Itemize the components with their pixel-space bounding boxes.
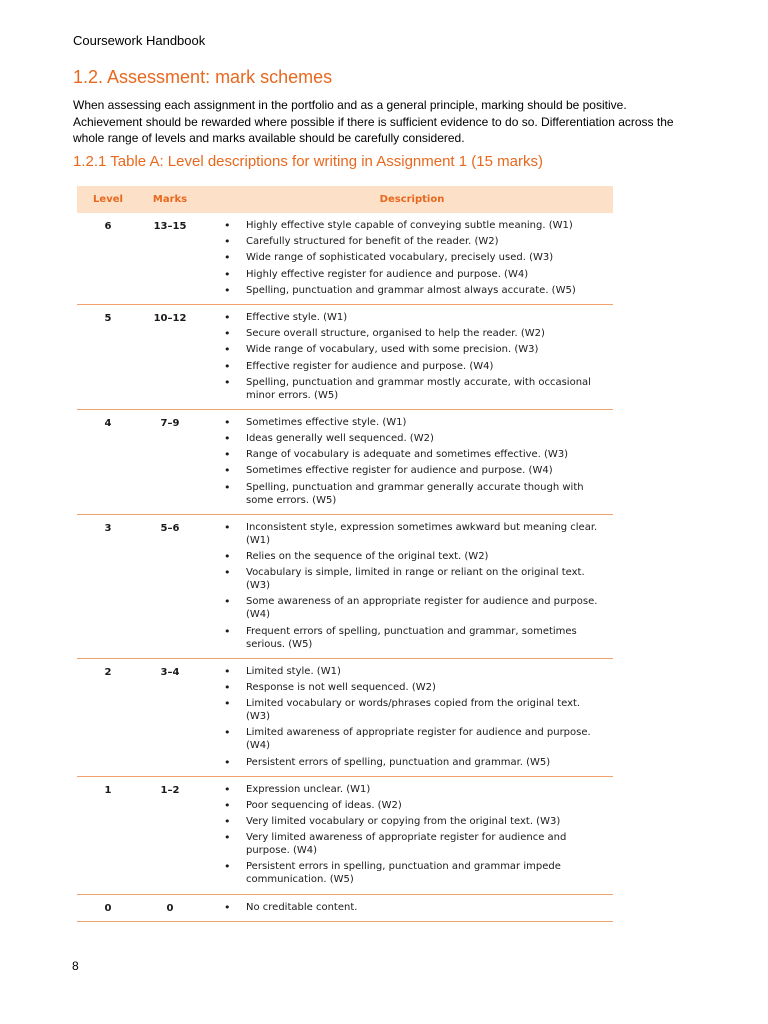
marks-cell: 1–2	[139, 776, 201, 894]
table-row	[77, 776, 613, 894]
description-list	[202, 783, 612, 887]
level-cell: 1	[77, 776, 139, 894]
table-row	[77, 409, 613, 514]
marks-cell: 3–4	[139, 658, 201, 776]
level-column-header: Level	[77, 186, 139, 213]
intro-paragraph: When assessing each assignment in the portfolio and as a general principle, marking should be positive. Achievement should be rewarded where possible if there is sufficient evidence to do so. Differentiation across the whole range of levels and marks available should be carefully considered.	[73, 98, 674, 145]
marks-cell: 10–12	[139, 304, 201, 409]
description-item: • Wide range of sophisticated vocabulary, precisely used. (W3)	[226, 251, 598, 264]
description-item: • Persistent errors in spelling, punctuation and grammar impede communication. (W5)	[226, 860, 598, 886]
description-item: • Inconsistent style, expression sometimes awkward but meaning clear. (W1)	[226, 521, 598, 547]
table-row	[77, 894, 613, 921]
description-item: • Limited awareness of appropriate register for audience and purpose. (W4)	[226, 726, 598, 752]
description-item: • Sometimes effective register for audience and purpose. (W4)	[226, 464, 598, 477]
description-cell	[201, 213, 613, 304]
description-item: • Limited vocabulary or words/phrases copied from the original text. (W3)	[226, 697, 598, 723]
level-cell: 2	[77, 658, 139, 776]
marks-cell: 5–6	[139, 514, 201, 658]
page-header: Coursework Handbook	[73, 33, 206, 48]
description-item: • Poor sequencing of ideas. (W2)	[226, 799, 598, 812]
description-item: • Response is not well sequenced. (W2)	[226, 681, 598, 694]
description-list	[202, 219, 612, 297]
marks-cell: 13–15	[139, 213, 201, 304]
level-cell: 6	[77, 213, 139, 304]
description-cell	[201, 514, 613, 658]
description-column-header: Description	[201, 186, 613, 213]
description-item: • Some awareness of an appropriate register for audience and purpose. (W4)	[226, 595, 598, 621]
description-item: • Carefully structured for benefit of the reader. (W2)	[226, 235, 598, 248]
description-list	[202, 521, 612, 651]
description-cell	[201, 776, 613, 894]
table-title: 1.2.1 Table A: Level descriptions for writing in Assignment 1 (15 marks)	[73, 153, 543, 170]
level-cell: 5	[77, 304, 139, 409]
level-cell: 3	[77, 514, 139, 658]
page-number: 8	[72, 959, 79, 973]
description-item: • Effective style. (W1)	[226, 311, 598, 324]
description-cell	[201, 409, 613, 514]
description-item: • Wide range of vocabulary, used with some precision. (W3)	[226, 343, 598, 356]
description-item: • Spelling, punctuation and grammar almost always accurate. (W5)	[226, 284, 598, 297]
description-item: • Very limited awareness of appropriate register for audience and purpose. (W4)	[226, 831, 598, 857]
description-item: • Spelling, punctuation and grammar mostly accurate, with occasional minor errors. (W5)	[226, 376, 598, 402]
description-list	[202, 665, 612, 769]
description-list	[202, 311, 612, 402]
description-item: • Spelling, punctuation and grammar generally accurate though with some errors. (W5)	[226, 481, 598, 507]
table-header-row	[77, 186, 613, 213]
marks-cell: 0	[139, 894, 201, 921]
marks-column-header: Marks	[139, 186, 201, 213]
table-row	[77, 213, 613, 304]
level-cell: 4	[77, 409, 139, 514]
description-cell	[201, 658, 613, 776]
marks-cell: 7–9	[139, 409, 201, 514]
table-row	[77, 304, 613, 409]
description-item: • Limited style. (W1)	[226, 665, 598, 678]
level-cell: 0	[77, 894, 139, 921]
table-row	[77, 658, 613, 776]
description-cell	[201, 894, 613, 921]
description-cell	[201, 304, 613, 409]
description-item: • Effective register for audience and purpose. (W4)	[226, 360, 598, 373]
description-item: • Range of vocabulary is adequate and sometimes effective. (W3)	[226, 448, 598, 461]
description-item: • Expression unclear. (W1)	[226, 783, 598, 796]
description-item: • Persistent errors of spelling, punctuation and grammar. (W5)	[226, 756, 598, 769]
description-item: • Secure overall structure, organised to help the reader. (W2)	[226, 327, 598, 340]
description-item: • Highly effective register for audience and purpose. (W4)	[226, 268, 598, 281]
description-item: • Sometimes effective style. (W1)	[226, 416, 598, 429]
description-list	[202, 901, 612, 914]
description-item: • Vocabulary is simple, limited in range or reliant on the original text. (W3)	[226, 566, 598, 592]
description-item: • Highly effective style capable of conveying subtle meaning. (W1)	[226, 219, 598, 232]
description-list	[202, 416, 612, 507]
description-item: • Ideas generally well sequenced. (W2)	[226, 432, 598, 445]
table-row	[77, 514, 613, 658]
description-item: • Relies on the sequence of the original text. (W2)	[226, 550, 598, 563]
description-item: • No creditable content.	[226, 901, 598, 914]
mark-scheme-table	[77, 186, 613, 922]
description-item: • Frequent errors of spelling, punctuation and grammar, sometimes serious. (W5)	[226, 625, 598, 651]
section-title: 1.2. Assessment: mark schemes	[73, 67, 333, 87]
description-item: • Very limited vocabulary or copying from the original text. (W3)	[226, 815, 598, 828]
